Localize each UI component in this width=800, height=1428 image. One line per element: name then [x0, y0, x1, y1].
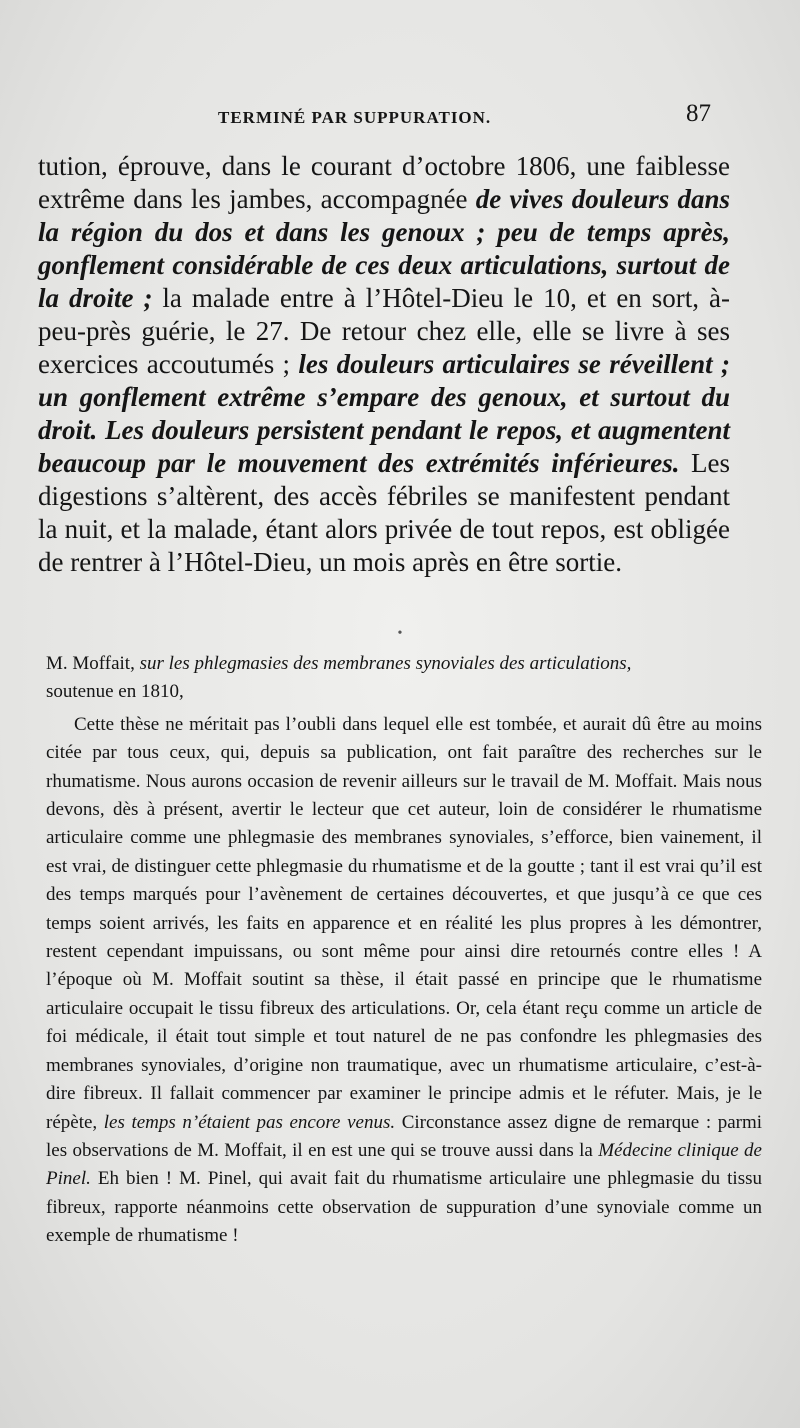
main-text: [38, 150, 730, 579]
main-text-segment: la malade entre à l’Hôtel-Dieu le 10, et en sort, à-peu-près guérie, le 27. De retour chez elle, elle se livre à ses exercices accoutumés ;: [38, 283, 730, 379]
main-text-segment: tution, éprouve, dans le courant d’octobre 1806, une faiblesse extrême dans les jambes, accompagnée: [38, 151, 730, 214]
footnote-body: [46, 711, 762, 1251]
footnote-segment: Circonstance assez digne de remarque : parmi les observations de M. Moffait, il en est une qui se trouve aussi dans la: [46, 1111, 763, 1161]
footnote-reference: [46, 650, 762, 707]
footnote: [46, 650, 762, 1251]
footnote-segment: Cette thèse ne méritait pas l’oubli dans lequel elle est tombée, et aurait dû être au moins citée par tous ceux, qui, depuis sa publication, ont fait paraître des recherches sur le rhumatisme. Nous aurons occasion de revenir ailleurs sur le travail de M. Moffait. Mais nous devons, dès à présent, avertir le lecteur que cet auteur, loin de considérer le rhumatisme articulaire comme une phlegmasie des membranes synoviales, s’efforce, bien vainement, il est vrai, de distinguer cette phlegmasie du rhumatisme et de la goutte ; tant il est vrai qu’il est des temps marqués pour l’avènement de certaines découvertes, et que jusqu’à ce que ces temps soient arrivés, les faits en apparence et en réalité les plus propres à les démontrer, restent cependant impuissans, ou sont même pour ainsi dire retournés contre elles ! A l’époque où M. Moffait soutint sa thèse, il était passé en principe que le rhumatisme articulaire occupait le tissu fibreux des articulations. Or, cela étant reçu comme un article de foi médicale, il était tout simple et tout naturel de ne pas confondre les phlegmasies des membranes synoviales, d’origine non traumatique, avec un rhumatisme articulaire, c’est-à-dire fibreux. Il fallait commencer par examiner le principe admis et le réfuter. Mais, je le répète,: [46, 713, 762, 1133]
reference-date: soutenue en 1810,: [46, 681, 184, 703]
running-title: TERMINÉ PAR SUPPURATION.: [218, 108, 492, 127]
reference-author: M. Moffait,: [46, 653, 135, 674]
reference-title: sur les phlegmasies des membranes synoviales des articulations,: [139, 653, 632, 674]
main-text-italic-segment: les douleurs articulaires se réveillent ; un gonflement extrême s’empare des genoux, et surtout du droit. Les douleurs persistent pendant le repos, et augmentent beaucoup par le mouvement des extrémités inférieures.: [38, 349, 730, 478]
main-paragraph: [38, 150, 730, 579]
running-head: [0, 100, 800, 134]
section-separator: •: [397, 626, 403, 641]
page-number: 87: [686, 100, 711, 127]
footnote-italic-segment: Médecine clinique de Pinel.: [46, 1139, 762, 1190]
main-text-italic-segment: de vives douleurs dans la région du dos et dans les genoux ; peu de temps après, gonflement considérable de ces deux articulations, surtout de la droite ;: [38, 184, 731, 313]
footnote-segment: Eh bien ! M. Pinel, qui avait fait du rhumatisme articulaire une phlegmasie du tissu fibreux, rapporte néanmoins cette observation de suppuration d’une synoviale comme un exemple de rhumatisme !: [46, 1168, 762, 1247]
main-text-segment: Les digestions s’altèrent, des accès fébriles se manifestent pendant la nuit, et la malade, étant alors privée de tout repos, est obligée de rentrer à l’Hôtel-Dieu, un mois après en être sortie.: [38, 448, 730, 577]
footnote-italic-segment: les temps n’étaient pas encore venus.: [103, 1111, 396, 1133]
